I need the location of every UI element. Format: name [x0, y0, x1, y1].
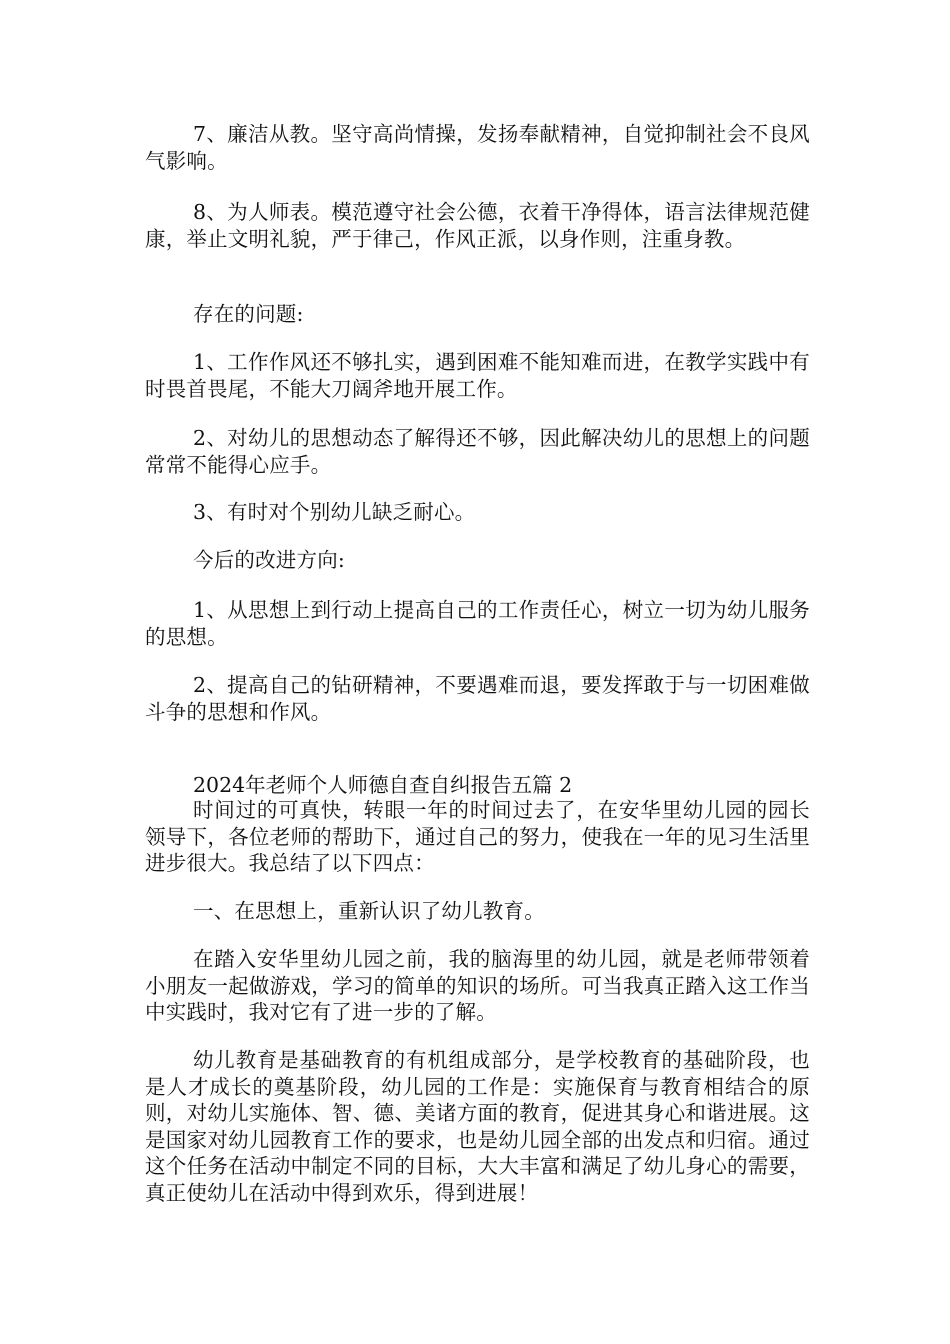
paragraph-before-kindergarten: 在踏入安华里幼儿园之前，我的脑海里的幼儿园，就是老师带领着小朋友一起做游戏，学习的简单的知识的场所。可当我真正踏入这工作当中实践时，我对它有了进一步的了解。: [145, 947, 810, 1024]
paragraph-intro: 时间过的可真快，转眼一年的时间过去了，在安华里幼儿园的园长领导下，各位老师的帮助下，通过自己的努力，使我在一年的见习生活里进步很大。我总结了以下四点：: [145, 798, 810, 875]
paragraph-integrity: 7、廉洁从教。坚守高尚情操，发扬奉献精神，自觉抑制社会不良风气影响。: [145, 122, 810, 173]
section-title: 2024年老师个人师德自查自纠报告五篇 2: [193, 773, 573, 797]
paragraph-problem-3: 3、有时对个别幼儿缺乏耐心。: [193, 500, 476, 524]
paragraph-problem-1: 1、工作作风还不够扎实，遇到困难不能知难而进，在教学实践中有时畏首畏尾，不能大刀阔斧地开展工作。: [145, 350, 810, 401]
heading-existing-problems: 存在的问题:: [193, 302, 304, 326]
paragraph-early-education: 幼儿教育是基础教育的有机组成部分，是学校教育的基础阶段，也是人才成长的奠基阶段，幼儿园的工作是：实施保育与教育相结合的原则，对幼儿实施体、智、德、美诸方面的教育，促进其身心和谐进展。这是国家对幼儿园教育工作的要求，也是幼儿园全部的出发点和归宿。通过这个任务在活动中制定不同的目标，大大丰富和满足了幼儿身心的需要，真正使幼儿在活动中得到欢乐，得到进展！: [145, 1048, 810, 1205]
paragraph-role-model: 8、为人师表。模范遵守社会公德，衣着干净得体，语言法律规范健康，举止文明礼貌，严于律己，作风正派，以身作则，注重身教。: [145, 200, 810, 251]
paragraph-point-1-heading: 一、在思想上，重新认识了幼儿教育。: [193, 899, 545, 923]
paragraph-problem-2: 2、对幼儿的思想动态了解得还不够，因此解决幼儿的思想上的问题常常不能得心应手。: [145, 426, 810, 477]
paragraph-improvement-2: 2、提高自己的钻研精神，不要遇难而退，要发挥敢于与一切困难做斗争的思想和作风。: [145, 673, 810, 724]
heading-improvement-direction: 今后的改进方向:: [193, 548, 346, 572]
paragraph-improvement-1: 1、从思想上到行动上提高自己的工作责任心，树立一切为幼儿服务的思想。: [145, 598, 810, 649]
